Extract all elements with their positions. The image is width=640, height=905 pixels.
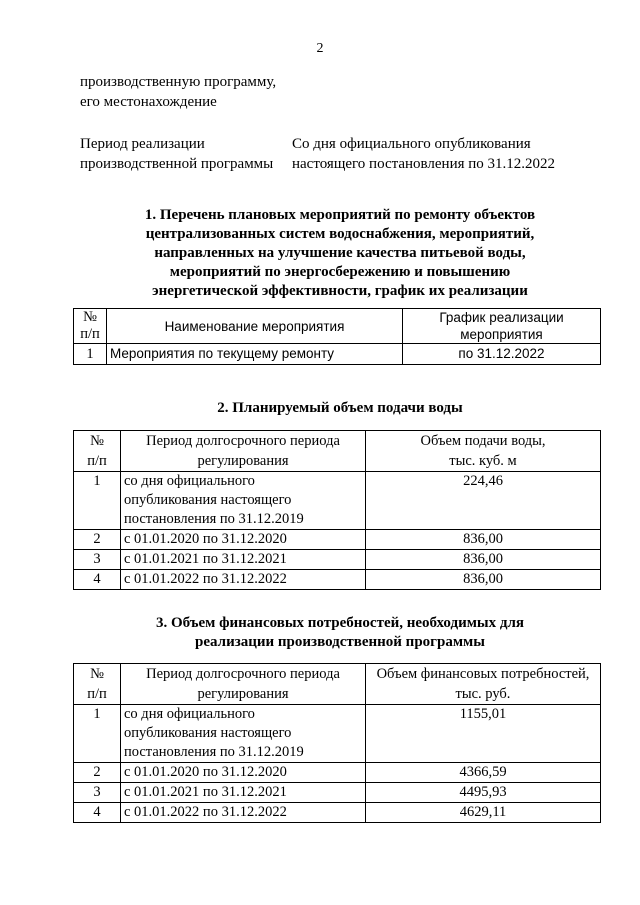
heading-line: 3. Объем финансовых потребностей, необходимых для bbox=[155, 615, 525, 631]
section2-heading: 2. Планируемый объем подачи воды bbox=[217, 400, 463, 416]
cell-value: 836,00 bbox=[366, 550, 601, 570]
cell-num: 3 bbox=[74, 783, 121, 803]
period-label-line: производственной программы bbox=[80, 156, 274, 172]
header-text: регулирования bbox=[197, 686, 289, 702]
table-row bbox=[74, 783, 601, 803]
cell-period bbox=[121, 472, 366, 530]
table-header-row bbox=[74, 431, 601, 472]
header-schedule bbox=[403, 309, 601, 344]
header-text: График реализации bbox=[439, 310, 564, 325]
period-label-line: Период реализации bbox=[80, 136, 205, 152]
heading-line: мероприятий по энергосбережению и повышению bbox=[169, 264, 511, 280]
cell-num: 4 bbox=[74, 570, 121, 590]
header-text: п/п bbox=[87, 686, 107, 702]
cell-period: с 01.01.2020 по 31.12.2020 bbox=[121, 763, 366, 783]
cell-value: 836,00 bbox=[366, 530, 601, 550]
continuation-text bbox=[80, 72, 276, 112]
cell-period: с 01.01.2021 по 31.12.2021 bbox=[121, 550, 366, 570]
measures-table bbox=[73, 308, 601, 365]
period-value-line: настоящего постановления по 31.12.2022 bbox=[292, 156, 556, 172]
continuation-line: производственную программу, bbox=[80, 74, 277, 90]
header-text: п/п bbox=[87, 453, 107, 469]
header-num bbox=[74, 309, 107, 344]
heading-line: реализации производственной программы bbox=[195, 634, 485, 650]
cell-period bbox=[121, 705, 366, 763]
header-text: тыс. куб. м bbox=[449, 453, 517, 469]
heading-line: 1. Перечень плановых мероприятий по ремонту объектов bbox=[144, 207, 536, 223]
header-text: Период долгосрочного периода bbox=[146, 666, 340, 682]
page-number: 2 bbox=[316, 41, 324, 56]
continuation-line: его местонахождение bbox=[80, 94, 217, 110]
period-line: со дня официального bbox=[124, 473, 255, 489]
header-text: Период долгосрочного периода bbox=[146, 433, 340, 449]
period-value-line: Со дня официального опубликования bbox=[292, 136, 531, 152]
cell-name: Мероприятия по текущему ремонту bbox=[107, 344, 403, 365]
period-line: постановления по 31.12.2019 bbox=[124, 744, 304, 760]
header-text: № bbox=[90, 433, 104, 449]
table-row bbox=[74, 705, 601, 763]
header-value bbox=[366, 431, 601, 472]
section3-heading bbox=[100, 614, 580, 652]
financial-needs-table bbox=[73, 663, 601, 823]
cell-value: 4495,93 bbox=[366, 783, 601, 803]
header-text: № bbox=[90, 666, 104, 682]
cell-value: 836,00 bbox=[366, 570, 601, 590]
table-header-row bbox=[74, 309, 601, 344]
water-volume-table bbox=[73, 430, 601, 590]
header-text: мероприятия bbox=[460, 327, 543, 342]
table-row bbox=[74, 763, 601, 783]
cell-num: 1 bbox=[74, 344, 107, 365]
cell-num: 1 bbox=[74, 705, 121, 763]
table-row bbox=[74, 550, 601, 570]
header-text: Объем финансовых потребностей, bbox=[376, 666, 590, 682]
period-label bbox=[80, 134, 273, 174]
heading-line: энергетической эффективности, график их реализации bbox=[152, 283, 528, 299]
header-text: регулирования bbox=[197, 453, 289, 469]
cell-num: 2 bbox=[74, 530, 121, 550]
cell-num: 1 bbox=[74, 472, 121, 530]
period-line: со дня официального bbox=[124, 706, 255, 722]
cell-period: с 01.01.2022 по 31.12.2022 bbox=[121, 570, 366, 590]
header-num bbox=[74, 664, 121, 705]
cell-num: 3 bbox=[74, 550, 121, 570]
cell-num: 4 bbox=[74, 803, 121, 823]
period-value bbox=[292, 134, 555, 174]
header-num bbox=[74, 431, 121, 472]
cell-value: 224,46 bbox=[366, 472, 601, 530]
header-text: тыс. руб. bbox=[455, 686, 511, 702]
cell-period: с 01.01.2020 по 31.12.2020 bbox=[121, 530, 366, 550]
header-period bbox=[121, 664, 366, 705]
cell-value: 4366,59 bbox=[366, 763, 601, 783]
section1-heading bbox=[100, 206, 580, 301]
heading-line: направленных на улучшение качества питьевой воды, bbox=[154, 245, 526, 261]
cell-period: с 01.01.2022 по 31.12.2022 bbox=[121, 803, 366, 823]
table-row bbox=[74, 803, 601, 823]
heading-line: централизованных систем водоснабжения, мероприятий, bbox=[145, 226, 535, 242]
header-text: № bbox=[83, 309, 97, 325]
table-row bbox=[74, 472, 601, 530]
table-header-row bbox=[74, 664, 601, 705]
cell-value: 1155,01 bbox=[366, 705, 601, 763]
table-row bbox=[74, 570, 601, 590]
period-line: постановления по 31.12.2019 bbox=[124, 511, 304, 527]
header-period bbox=[121, 431, 366, 472]
table-row bbox=[74, 344, 601, 365]
table-row bbox=[74, 530, 601, 550]
header-value bbox=[366, 664, 601, 705]
cell-value: 4629,11 bbox=[366, 803, 601, 823]
period-line: опубликования настоящего bbox=[124, 725, 292, 741]
cell-period: с 01.01.2021 по 31.12.2021 bbox=[121, 783, 366, 803]
header-name: Наименование мероприятия bbox=[107, 309, 403, 344]
header-text: Объем подачи воды, bbox=[420, 433, 546, 449]
header-text: п/п bbox=[80, 326, 100, 342]
cell-schedule: по 31.12.2022 bbox=[403, 344, 601, 365]
period-line: опубликования настоящего bbox=[124, 492, 292, 508]
cell-num: 2 bbox=[74, 763, 121, 783]
